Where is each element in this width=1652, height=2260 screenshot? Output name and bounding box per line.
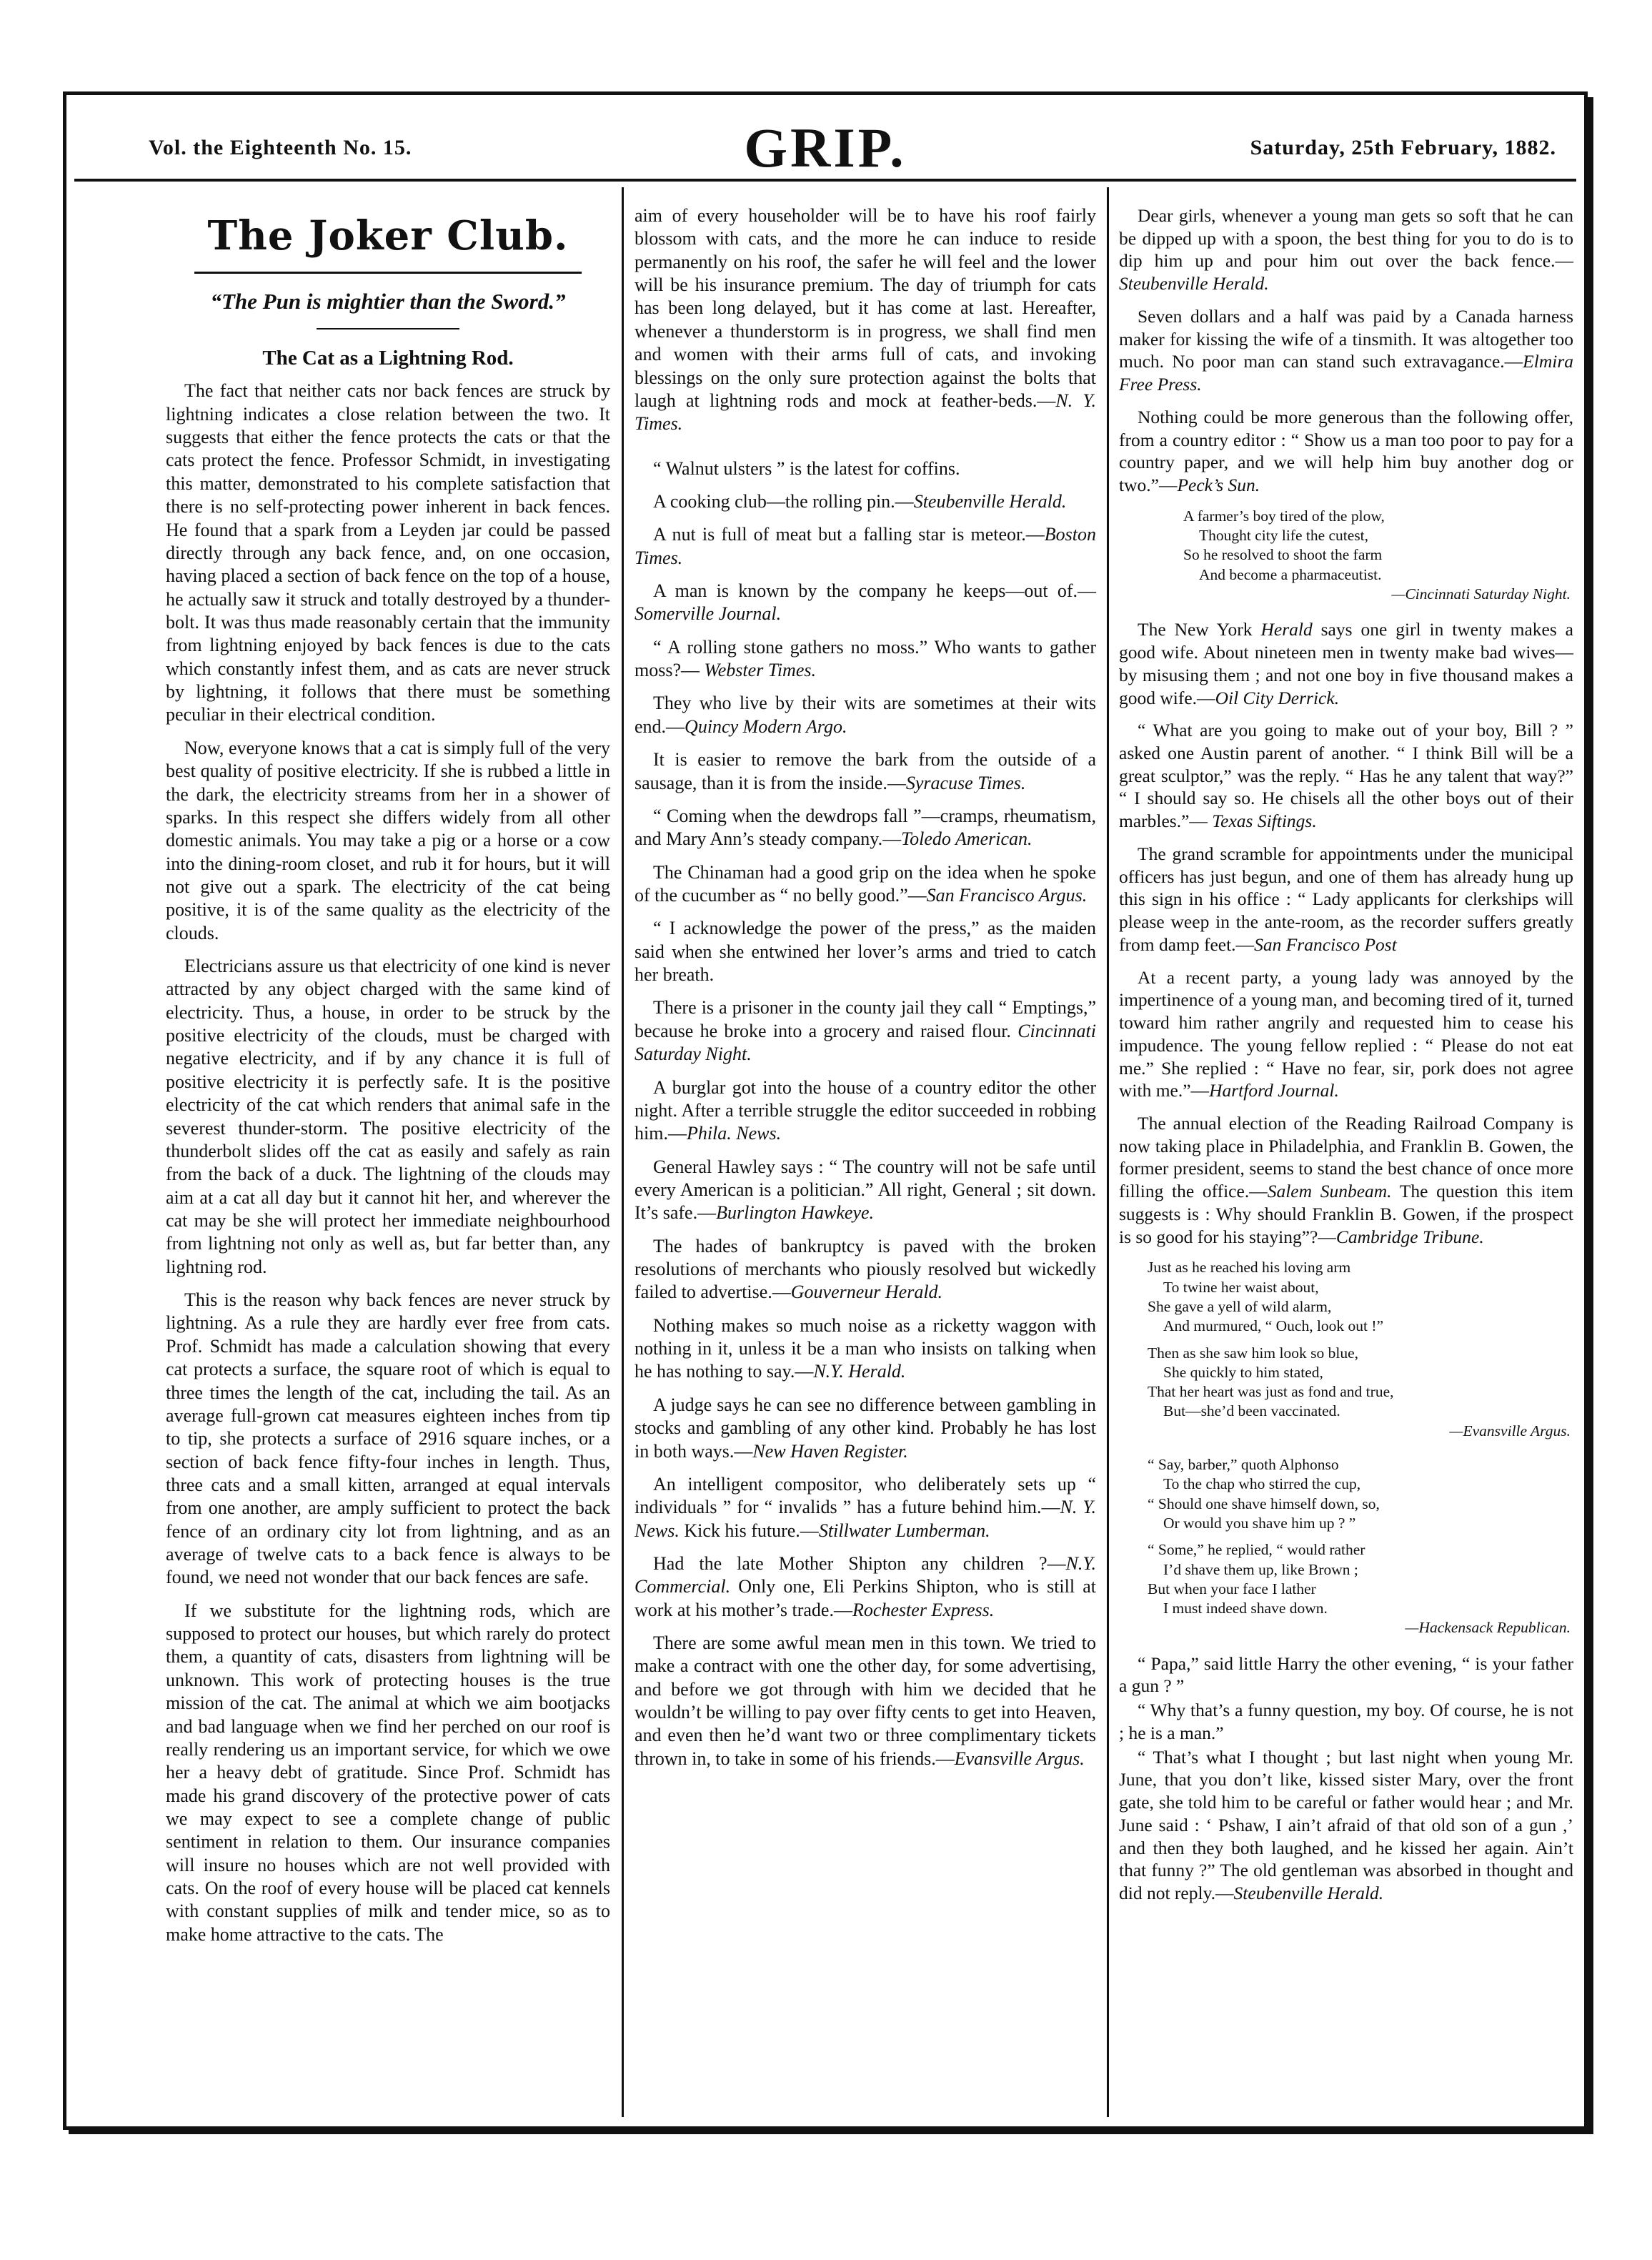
- joke-item: “ Why that’s a funny question, my boy. Of course, he is not ; he is a man.”: [1119, 1700, 1573, 1743]
- joke-item: At a recent party, a young lady was annoyed by the impertinence of a young man, and becoming tired of it, turned toward him rather angrily and requested him to cease his impudence. The young fellow replied : “ Please do not eat me.” She replied : “ Have no fear, sir, pork does not agree with me.”—Hartford Journal.: [1119, 966, 1573, 1101]
- poem-source: —Cincinnati Saturday Night.: [1391, 585, 1571, 603]
- poem-line: “ Should one shave himself down, so,: [1148, 1495, 1380, 1512]
- issue-date: Saturday, 25th February, 1882.: [1250, 136, 1556, 159]
- section-motto: “The Pun is mightier than the Sword.”: [210, 288, 566, 314]
- poem-source: —Evansville Argus.: [1449, 1422, 1571, 1439]
- article-paragraph: If we substitute for the lightning rods, which are supposed to protect our houses, but which rarely do protect them, a quantity of cats, disasters from lightning will be unknown. This work of protecting houses is the true mission of the cat. The animal at which we aim bootjacks and bad language when we find her perched on our roof is really rendering us an important service, for which we owe her a heavy debt of gratitude. Since Prof. Schmidt has made his grand discovery of the protective power of cats we may expect to see a complete change of public sentiment in relation to them. Our insurance companies will insure no houses which are not well provided with cats. On the roof of every house will be placed cat kennels with constant supplies of milk and tender mice, so as to make home attractive to the cats. The: [166, 1600, 610, 1945]
- volume-number: Vol. the Eighteenth No. 15.: [149, 136, 412, 159]
- article-continuation: aim of every householder will be to have his roof fairly blossom with cats, and the more he can induce to reside permanently on his roof, the safer he will feel and the lower will be his insurance premium. The day of triumph for cats has been long delayed, but it has come at last. Hereafter, whenever a thunderstorm is in progress, we shall find men and women with their arms full of cats, and invoking blessings on the only sure protection against the bolts that laugh at lightning rods and mock at feather-beds.—N. Y. Times.: [635, 205, 1096, 435]
- poem-vaccinated: [1148, 1258, 1573, 1441]
- section-rule: [194, 272, 582, 274]
- joke-item: The grand scramble for appointments under the municipal officers has just begun, and one of them has already hung up this sign in his office : “ Lady applicants for clerkships will please weep in the ante-room, as the recorder suffers greatly from damp feet.—San Francisco Post: [1119, 843, 1573, 955]
- poem-line: To the chap who stirred the cup,: [1163, 1475, 1361, 1493]
- joke-item: A burglar got into the house of a country editor the other night. After a terrible struggle the editor succeeded in robbing him.—Phila. News.: [635, 1076, 1096, 1144]
- joke-item: “ Walnut ulsters ” is the latest for coffins.: [653, 457, 960, 479]
- joke-item: The New York Herald says one girl in twenty makes a good wife. About nineteen men in twenty make bad wives—by misusing them ; and not one boy in five thousand makes a good wife.—Oil City Derrick.: [1119, 619, 1573, 708]
- poem-line: To twine her waist about,: [1163, 1278, 1319, 1296]
- joke-item: There are some awful mean men in this town. We tried to make a contract with one the other day, for some advertising, and before we got through with him we decided that he wouldn’t be willing to pay over fifty cents to get into Heaven, and even then he’d want two or three complimentary tickets thrown in, to take in some of his friends.—Evansville Argus.: [635, 1632, 1096, 1769]
- article-paragraph: Electricians assure us that electricity of one kind is never attracted by any object charged with the same kind of electricity. Thus, a house, in order to be struck by the positive electricity of the clouds, must be charged with negative electricity, and if by any chance it is full of positive electricity it is perfectly safe. It is the positive electricity of the cat which renders that animal safe in the severest thunder-storm. The positive electricity of the thunderbolt slides off the cat as easily and safely as rain from the back of a duck. The lightning of the clouds may aim at a cat all day but it cannot hit her, and wherever the cat may be she will protect her immediate neighbourhood from lightning not only as well as, but far better than, any lightning rod.: [166, 956, 610, 1277]
- poem-line: “ Some,” he replied, “ would rather: [1148, 1541, 1365, 1559]
- poem-line: Or would you shave him up ? ”: [1163, 1514, 1356, 1532]
- joke-item: They who live by their wits are sometimes at their wits end.—Quincy Modern Argo.: [635, 693, 1096, 737]
- joke-item: “ I acknowledge the power of the press,” as the maiden said when she entwined her lover’s arms and tried to catch her breath.: [635, 918, 1096, 986]
- poem-barber: [1148, 1455, 1573, 1638]
- poem-line: I’d shave them up, like Brown ;: [1163, 1560, 1358, 1578]
- poem-line: She quickly to him stated,: [1163, 1363, 1323, 1381]
- spacer: [635, 446, 1096, 457]
- column-2: [635, 204, 1096, 1780]
- joke-item: There is a prisoner in the county jail they call “ Emptings,” because he broke into a grocery and raised flour. Cincinnati Saturday Night.: [635, 997, 1096, 1065]
- column-divider-1: [622, 187, 624, 2117]
- poem-line: That her heart was just as fond and true,: [1148, 1383, 1394, 1401]
- border-shadow-right: [1588, 97, 1593, 2134]
- article-paragraph: The fact that neither cats nor back fences are struck by lightning indicates a close relation between the two. It suggests that either the fence protects the cats or that the cats protect the fence. Professor Schmidt, in investigating this matter, demonstrated to his complete satisfaction that there is no self-protecting power inherent in back fences. He found that a spark from a Leyden jar could be passed directly through any back fence, and, on one occasion, having placed a section of back fence on the top of a house, he actually saw it struck and totally destroyed by a thunder-bolt. It was thus made reasonably certain that the immunity from lightning enjoyed by back fences is due to the cats which constantly infest them, and as cats are never struck by lightning, it follows that there must be something peculiar in their electrical condition.: [166, 380, 610, 725]
- joke-item: A man is known by the company he keeps—out of.—Somerville Journal.: [635, 580, 1096, 625]
- joke-item: Had the late Mother Shipton any children ?—N.Y. Commercial. Only one, Eli Perkins Shipton, who is still at work at his mother’s trade.—Rochester Express.: [635, 1552, 1096, 1620]
- column-divider-2: [1107, 187, 1109, 2117]
- joke-item: “ A rolling stone gathers no moss.” Who wants to gather moss?— Webster Times.: [635, 636, 1096, 681]
- poem-line: And murmured, “ Ouch, look out !”: [1163, 1317, 1384, 1335]
- poem-line: A farmer’s boy tired of the plow,: [1183, 507, 1385, 525]
- poem-line: “ Say, barber,” quoth Alphonso: [1148, 1456, 1339, 1474]
- poem-line: So he resolved to shoot the farm: [1183, 546, 1383, 564]
- poem-line: Then as she saw him look so blue,: [1148, 1344, 1358, 1362]
- poem-line: But—she’d been vaccinated.: [1163, 1402, 1340, 1420]
- poem-farmers-boy: [1183, 507, 1573, 604]
- joke-item: It is easier to remove the bark from the outside of a sausage, than it is from the inside.—Syracuse Times.: [635, 749, 1096, 793]
- stanza-gap: [1148, 1337, 1573, 1344]
- section-title: The Joker Club.: [207, 212, 569, 259]
- joke-item: The annual election of the Reading Railroad Company is now taking place in Philadelphia, and Franklin B. Gowen, the former president, seems to stand the best chance of once more filling the office.—Salem Sunbeam. The question this item suggests is : Why should Franklin B. Gowen, if the prospect is so good for his staying”?—Cambridge Tribune.: [1119, 1112, 1574, 1247]
- poem-line: She gave a yell of wild alarm,: [1148, 1297, 1332, 1315]
- joke-item: An intelligent compositor, who deliberately sets up “ individuals ” for “ invalids ” has a future behind him.—N. Y. News. Kick his future.—Stillwater Lumberman.: [635, 1473, 1097, 1541]
- poem-line: Just as he reached his loving arm: [1148, 1259, 1351, 1277]
- article-title: The Cat as a Lightning Rod.: [262, 347, 514, 370]
- joke-item: A nut is full of meat but a falling star is meteor.—Boston Times.: [635, 524, 1096, 568]
- poem-source: —Hackensack Republican.: [1405, 1619, 1571, 1637]
- poem-line: But when your face I lather: [1148, 1580, 1316, 1597]
- poem-line: I must indeed shave down.: [1163, 1600, 1328, 1617]
- masthead: [63, 91, 1588, 184]
- joke-item: “ What are you going to make out of your boy, Bill ? ” asked one Austin parent of another. “ I think Bill will be a great sculptor,” was the reply. “ Has he any talent that way?” “ I should say so. He chisels all the other boys out of their marbles.”— Texas Siftings.: [1119, 720, 1573, 832]
- poem-line: And become a pharmaceutist.: [1199, 565, 1382, 583]
- article-paragraph: This is the reason why back fences are never struck by lightning. As a rule they are hardly ever free from cats. Prof. Schmidt has made a calculation showing that every cat protects a surface, the square root of which is equal to three times the length of the cat, including the tail. As an average full-grown cat measures eighteen inches from tip to tip, she protects a surface of 2916 square inches, or a section of back fence fifty-four inches in length. Thus, three cats and a small kitten, arranged at equal intervals from one another, are amply sufficient to protect the back fence of an ordinary city lot from lightning, and as an average of twelve cats to a back fence is always to be found, we need not wonder that our back fences are safe.: [166, 1289, 610, 1588]
- joke-item: Nothing could be more generous than the following offer, from a country editor : “ Show us a man too poor to pay for a country paper, and we will help him buy another dog or two.”—Peck’s Sun.: [1119, 406, 1573, 496]
- joke-item: Seven dollars and a half was paid by a Canada harness maker for kissing the wife of a tinsmith. It was altogether too much. No poor man can stand such extravagance.—Elmira Free Press.: [1119, 305, 1573, 395]
- column-1: [166, 204, 610, 1956]
- masthead-rule: [74, 179, 1576, 182]
- joke-item: A cooking club—the rolling pin.—Steubenville Herald.: [653, 490, 1067, 512]
- poem-line: Thought city life the cutest,: [1199, 527, 1369, 545]
- joke-item: “ Papa,” said little Harry the other evening, “ is your father a gun ? ”: [1119, 1652, 1573, 1697]
- joke-item: Dear girls, whenever a young man gets so soft that he can be dipped up with a spoon, the best thing for you to do is to dip him up and pour him out over the back fence.—Steubenville Herald.: [1119, 205, 1573, 294]
- stanza-gap: [1148, 1533, 1573, 1540]
- newspaper-title: GRIP.: [744, 117, 907, 179]
- column-3: [1119, 204, 1573, 1915]
- joke-item: “ That’s what I thought ; but last night when young Mr. June, that you don’t like, kissed sister Mary, over the front gate, she told him to be careful or father would hear ; and Mr. June said : ‘ Pshaw, I ain’t afraid of that old son of a gun ,’ and then they both laughed, and he kissed her again. Ain’t that funny ?” The old gentleman was absorbed in thought and did not reply.—Steubenville Herald.: [1119, 1746, 1573, 1904]
- joke-item: The Chinaman had a good grip on the idea when he spoke of the cucumber as “ no belly good.”—San Francisco Argus.: [635, 861, 1096, 906]
- joke-item: “ Coming when the dewdrops fall ”—cramps, rheumatism, and Mary Ann’s steady company.—Toledo American.: [635, 805, 1096, 850]
- border-shadow-bottom: [69, 2128, 1593, 2134]
- article-paragraph: Now, everyone knows that a cat is simply full of the very best quality of positive electricity. If she is rubbed a little in the dark, the electricity streams from her in a shower of sparks. In this respect she differs widely from all other domestic animals. You may take a pig or a horse or a cow into the dining-room closet, and rub it for hours, but it will not give out a spark. The electricity of the cat being positive, it is of the same quality as the electricity of the clouds.: [166, 737, 610, 943]
- joke-item: The hades of bankruptcy is paved with the broken resolutions of merchants who piously resolved but wickedly failed to advertise.—Gouverneur Herald.: [635, 1235, 1096, 1303]
- joke-item: Nothing makes so much noise as a ricketty waggon with nothing in it, unless it be a man who insists on talking when he has nothing to say.—N.Y. Herald.: [635, 1314, 1096, 1382]
- joke-item: A judge says he can see no difference between gambling in stocks and gambling of any other kind. Probably he has lost in both ways.—New Haven Register.: [635, 1394, 1096, 1462]
- motto-rule: [317, 328, 459, 329]
- joke-item: General Hawley says : “ The country will not be safe until every American is a politician.” All right, General ; sit down. It’s safe.—Burlington Hawkeye.: [635, 1156, 1096, 1224]
